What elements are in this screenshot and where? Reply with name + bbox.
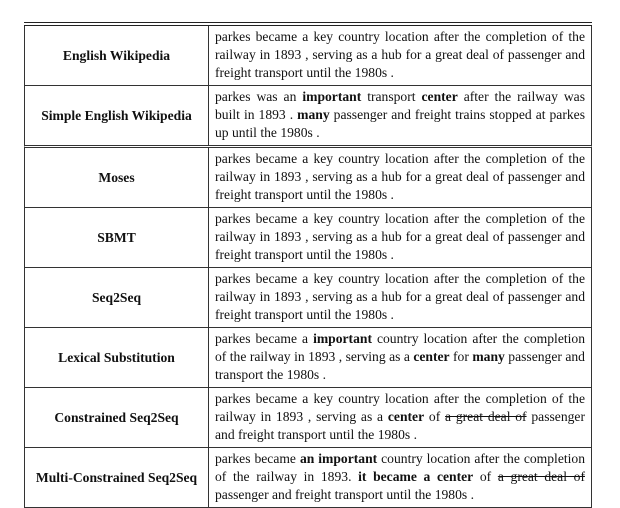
row-label: Moses — [25, 148, 209, 207]
text-segment: country location after the completion of the railway in 1893 , serving as a — [215, 331, 586, 364]
bold-segment: many — [472, 349, 505, 364]
table-row — [24, 268, 592, 328]
row-label: Lexical Substitution — [25, 328, 209, 387]
bold-segment: important — [313, 331, 372, 346]
row-text — [209, 268, 591, 327]
bold-segment: it became a center — [358, 469, 474, 484]
row-text — [209, 208, 591, 267]
text-segment: after the railway was built in 1893 . — [215, 89, 585, 122]
bold-segment: important — [302, 89, 362, 104]
bold-segment: center — [387, 409, 425, 424]
table-row — [24, 148, 592, 208]
text-segment: of — [473, 469, 498, 484]
top-rule — [24, 22, 592, 23]
table-row — [24, 26, 592, 86]
text-segment: parkes became a key country location after the completion of the railway in 1893 , serving as a — [215, 391, 585, 424]
text-segment: transport — [361, 89, 422, 104]
table-body — [24, 26, 592, 508]
row-text — [209, 448, 591, 507]
text-segment: parkes became — [215, 451, 300, 466]
text-segment: parkes became a key country location after the completion of the railway in 1893 , serving as a hub for a great deal of passenger and freight transport until the 1980s . — [215, 151, 585, 202]
bold-segment: many — [297, 107, 330, 122]
text-segment: parkes became a — [215, 331, 314, 346]
text-segment: parkes became a key country location after the completion of the railway in 1893 , serving as a hub for a great deal of passenger and freight transport until the 1980s . — [215, 29, 585, 80]
text-segment: parkes was an — [215, 89, 303, 104]
text-segment: of — [424, 409, 446, 424]
table-row — [24, 448, 592, 508]
row-text — [209, 26, 591, 85]
table-row — [24, 388, 592, 448]
comparison-table — [24, 22, 592, 508]
row-label: English Wikipedia — [25, 26, 209, 85]
bold-segment: an important — [299, 451, 378, 466]
row-text — [209, 388, 591, 447]
table-row — [24, 328, 592, 388]
row-label: Constrained Seq2Seq — [25, 388, 209, 447]
row-label: SBMT — [25, 208, 209, 267]
text-segment: parkes became a key country location after the completion of the railway in 1893 , serving as a hub for a great deal of passenger and freight transport until the 1980s . — [215, 211, 585, 262]
text-segment: parkes became a key country location after the completion of the railway in 1893 , serving as a hub for a great deal of passenger and freight transport until the 1980s . — [215, 271, 585, 322]
text-segment: passenger and freight trains stopped at parkes up until the 1980s . — [215, 107, 585, 140]
row-text — [209, 86, 591, 145]
row-text — [209, 328, 591, 387]
bold-segment: center — [421, 89, 458, 104]
text-segment: passenger and freight transport until the 1980s . — [215, 409, 585, 442]
text-segment: country location after the completion of the railway in 1893. — [215, 451, 586, 484]
row-label: Seq2Seq — [25, 268, 209, 327]
table-row — [24, 86, 592, 148]
row-text — [209, 148, 591, 207]
table-row — [24, 208, 592, 268]
struck-segment: a great deal of — [497, 469, 585, 484]
row-label: Simple English Wikipedia — [25, 86, 209, 145]
text-segment: passenger and transport the 1980s . — [215, 349, 585, 382]
text-segment: passenger and freight transport until the 1980s . — [215, 487, 474, 502]
text-segment: for — [449, 349, 473, 364]
bold-segment: center — [413, 349, 450, 364]
row-label: Multi-Constrained Seq2Seq — [25, 448, 209, 507]
struck-segment: a great deal of — [445, 409, 527, 424]
